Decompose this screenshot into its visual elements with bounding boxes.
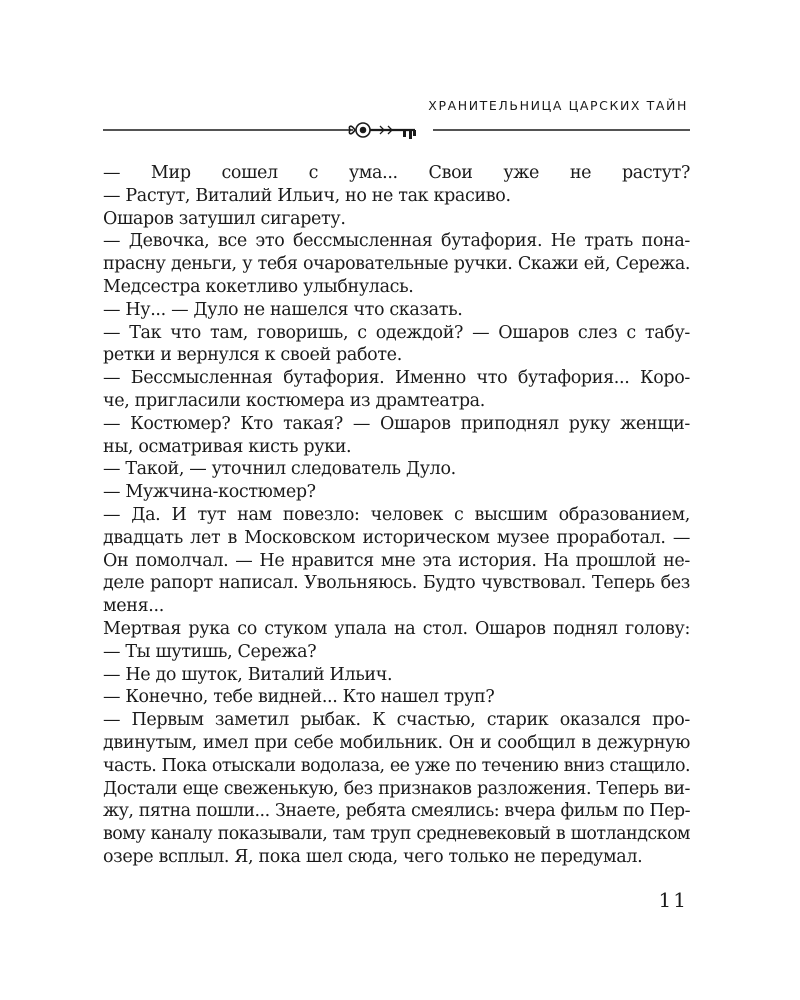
text-line: — Ну... — Дуло не нашелся что сказать. <box>103 299 463 320</box>
text-line: — Да. И тут нам повезло: человек с высшим образованием, <box>103 504 690 525</box>
page-number: 11 <box>658 888 688 912</box>
text-line: двинутым, имел при себе мобильник. Он и сообщил в дежурную <box>103 732 690 753</box>
key-ornament-icon <box>349 123 416 139</box>
text-line: — Костюмер? Кто такая? — Ошаров приподнял руку женщи- <box>103 413 690 434</box>
text-line: — Ты шутишь, Сережа? <box>103 641 317 662</box>
text-line: озере всплыл. Я, пока шел сюда, чего только не передумал. <box>103 846 643 867</box>
text-line: вому каналу показывали, там труп средневековый в шотландском <box>103 824 690 845</box>
text-line: — Девочка, все это бессмысленная бутафория. Не трать пона- <box>103 231 690 252</box>
text-line: — Такой, — уточнил следователь Дуло. <box>103 459 456 480</box>
text-line: часть. Пока отыскали водолаза, ее уже по течению вниз стащило. <box>103 755 690 776</box>
text-line: — Конечно, тебе видней... Кто нашел труп? <box>103 687 495 708</box>
text-line: Он помолчал. — Не нравится мне эта история. На прошлой не- <box>103 550 690 571</box>
text-line: — Не до шуток, Виталий Ильич. <box>103 664 393 685</box>
text-line: ретки и вернулся к своей работе. <box>103 345 402 366</box>
text-line: Достали еще свеженькую, без признаков разложения. Теперь ви- <box>103 778 690 799</box>
text-line: — Бессмысленная бутафория. Именно что бутафория... Коро- <box>103 368 690 389</box>
text-line: Медсестра кокетливо улыбнулась. <box>103 276 414 297</box>
text-line: Ошаров затушил сигарету. <box>103 208 346 229</box>
text-line: прасну деньги, у тебя очаровательные ручки. Скажи ей, Сережа. <box>103 254 690 275</box>
text-line: — Так что там, говоришь, с одеждой? — Ошаров слез с табу- <box>103 322 690 343</box>
text-line: меня... <box>103 596 164 617</box>
text-line: жу, пятна пошли... Знаете, ребята смеялись: вчера фильм по Пер- <box>103 801 690 822</box>
running-head: ХРАНИТЕЛЬНИЦА ЦАРСКИХ ТАЙН <box>428 98 688 113</box>
text-line: че, пригласили костюмера из драмтеатра. <box>103 390 485 411</box>
text-line: ны, осматривая кисть руки. <box>103 436 352 457</box>
header-rule <box>103 116 690 146</box>
text-line: — Первым заметил рыбак. К счастью, старик оказался про- <box>103 710 690 731</box>
text-line: — Растут, Виталий Ильич, но не так красиво. <box>103 185 511 206</box>
text-line: деле рапорт написал. Увольняюсь. Будто чувствовал. Теперь без <box>103 573 690 594</box>
text-line: — Мир сошел с ума... Свои уже не растут? <box>103 163 690 183</box>
text-line: — Мужчина-костюмер? <box>103 482 316 503</box>
text-line: двадцать лет в Московском историческом музее проработал. — <box>103 527 690 548</box>
body-text <box>103 162 690 869</box>
text-line: Мертвая рука со стуком упала на стол. Ошаров поднял голову: <box>103 618 690 639</box>
